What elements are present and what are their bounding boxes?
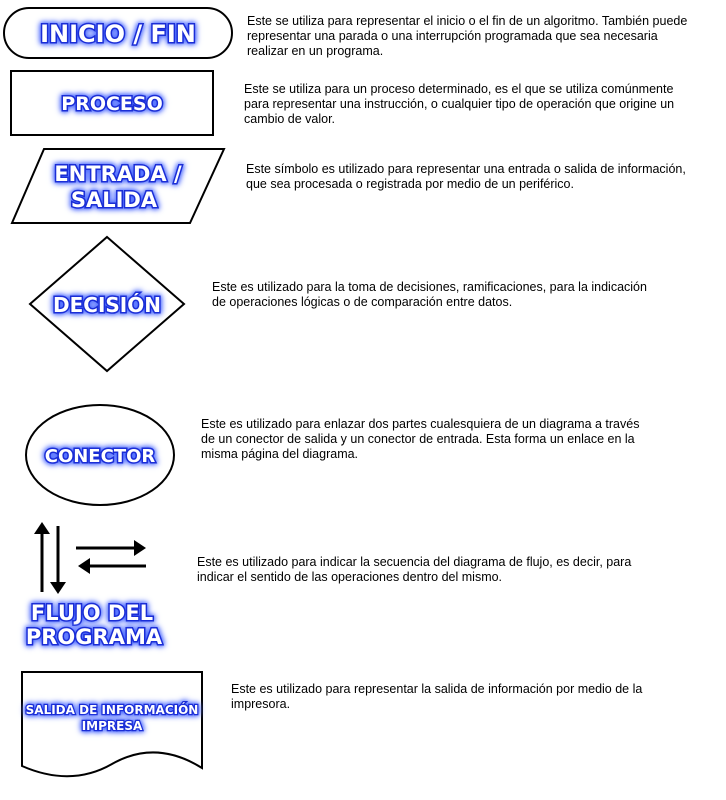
input-output-label-line1: ENTRADA / xyxy=(54,162,182,186)
decision-symbol xyxy=(27,234,187,374)
printed-output-label-line2: IMPRESA xyxy=(81,719,143,733)
right-arrow-icon xyxy=(76,540,146,556)
flow-description: Este es utilizado para indicar la secuencia del diagrama de flujo, es decir, para indicar el sentido de las operaciones dentro del mismo. xyxy=(197,555,632,584)
terminal-symbol xyxy=(2,6,234,60)
process-symbol xyxy=(10,70,216,138)
printed-output-symbol xyxy=(20,670,206,782)
connector-description: Este es utilizado para enlazar dos partes cualesquiera de un diagrama a través de un conector de salida y un conector de entrada. Esta forma un enlace en la misma página del diagrama. xyxy=(201,417,640,461)
terminal-label: INICIO / FIN xyxy=(40,20,196,48)
flow-label-line2: PROGRAMA xyxy=(25,625,163,649)
down-arrow-icon xyxy=(50,526,66,594)
input-output-label-line2: SALIDA xyxy=(70,188,158,212)
printed-output-label-line1: SALIDA DE INFORMACIÓN xyxy=(25,703,199,717)
decision-label: DECISIÓN xyxy=(53,293,161,317)
left-arrow-icon xyxy=(78,558,146,574)
connector-label: CONECTOR xyxy=(44,446,156,467)
input-output-symbol xyxy=(10,147,226,225)
process-description: Este se utiliza para un proceso determinado, es el que se utiliza comúnmente para representar una instrucción, o cualquier tipo de operación que origine un cambio de valor. xyxy=(244,82,675,126)
connector-symbol xyxy=(22,402,182,508)
process-label: PROCESO xyxy=(61,93,163,115)
terminal-description: Este se utiliza para representar el inicio o el fin de un algoritmo. También puede representar una parada o una interrupción programada que sea necesaria realizar en un programa. xyxy=(247,14,688,58)
decision-description: Este es utilizado para la toma de decisiones, ramificaciones, para la indicación de operaciones lógicas o de comparación entre datos. xyxy=(212,280,647,309)
up-arrow-icon xyxy=(34,522,50,592)
printed-output-description: Este es utilizado para representar la salida de información por medio de la impresora. xyxy=(231,682,643,711)
flow-symbol xyxy=(24,520,174,652)
flow-label-line1: FLUJO DEL xyxy=(30,601,154,625)
input-output-description: Este símbolo es utilizado para representar una entrada o salida de información, que sea procesada o registrada por medio de un periférico. xyxy=(246,162,686,191)
